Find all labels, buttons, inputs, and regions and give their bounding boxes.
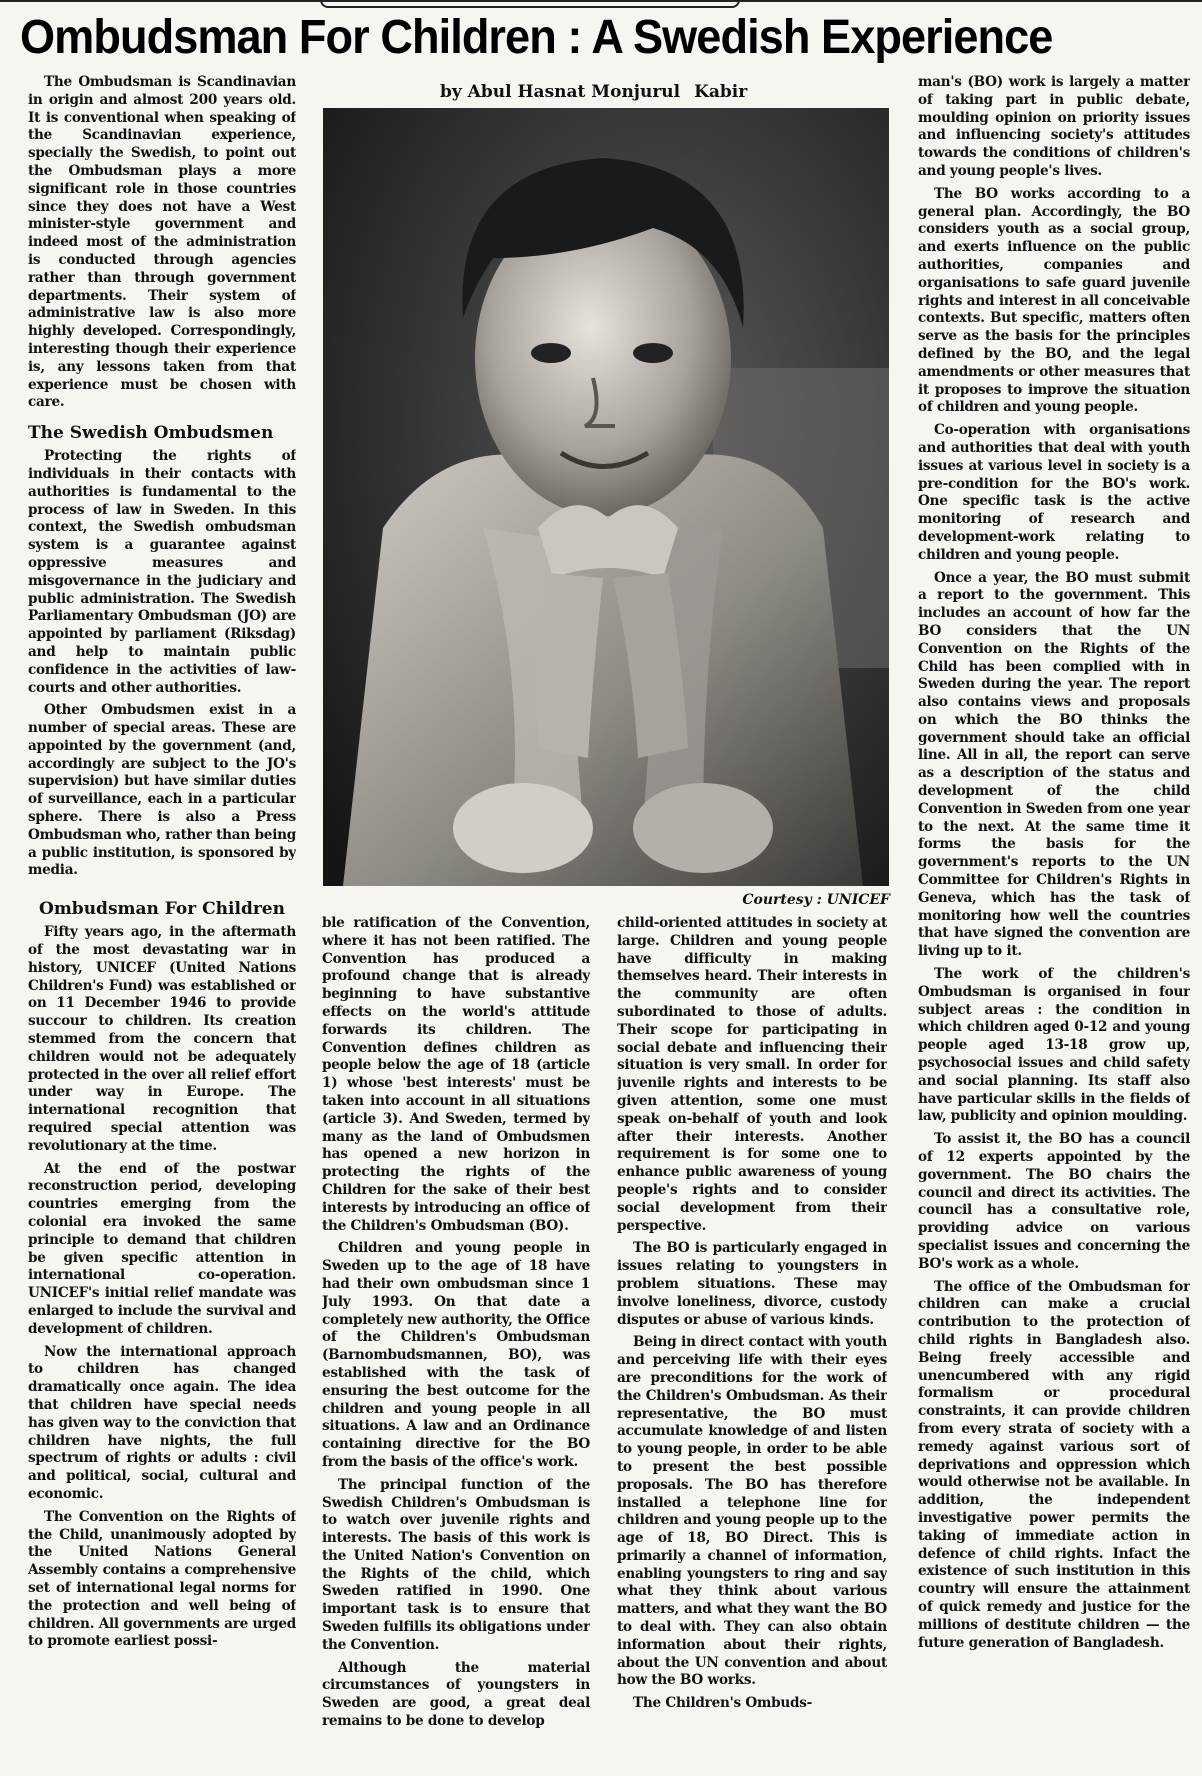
byline — [440, 82, 747, 102]
paragraph: Co-operation with organisations and authorities that deal with youth issues at various level in society is a pre-condition for the BO's work. One specific task is the active monitoring of research and development-work relating to children and young people. — [918, 422, 1190, 563]
paragraph: Other Ombudsmen exist in a number of special areas. These are appointed by the government (and, accordingly are subject to the JO's supervision) but have similar duties of surveillance, each in a particular sphere. There is also a Press Ombudsman who, rather than being a public institution, is sponsored by media. — [28, 702, 296, 879]
paragraph: The Children's Ombuds- — [633, 1695, 813, 1712]
photo-credit: Courtesy : UNICEF — [742, 892, 890, 908]
byline-author: by Abul Hasnat Monjurul — [440, 82, 681, 102]
paragraph: The work of the children's Ombudsman is organised in four subject areas : the condition in which children aged 0-12 and young people aged 13-18 grow up, psychosocial issues and child safety and social planning. Its staff also have particular skills in the fields of law, publicity and opinion moulding. — [918, 966, 1190, 1125]
paragraph: Being in direct contact with youth and perceiving life with their eyes are preconditions for the work of the Children's Ombudsman. As their representative, the BO must accumulate knowledge of and listen to young people, in order to be able to present the best possible proposals. The BO has therefore installed a telephone line for children and young people up to the age of 18, BO Direct. This is primarily a channel of information, enabling youngsters to ring and say what they think about various matters, and what they want the BO to deal with. They can also obtain information about their rights, about the UN convention and about how the BO works. — [617, 1334, 887, 1689]
paragraph: Protecting the rights of individuals in their contacts with authorities is fundamental to the process of law in Sweden. In this context, the Swedish ombudsman system is a guarantee against oppressive measures and misgovernance in the judiciary and public administration. The Swedish Parliamentary Ombudsman (JO) are appointed by parliament (Riksdag) and help to maintain public confidence in the activities of law-courts and other authorities. — [28, 448, 296, 696]
paragraph: The office of the Ombudsman for children can make a crucial contribution to the protection of child rights in Bangladesh also. Being freely accessible and unencumbered with any rigid formalism or procedural constraints, it can provide children from every strata of society with a remedy against various sort of deprivations and oppression which would otherwise not be available. In addition, the independent investigative power permits the taking of immediate action in defence of child rights. Infact the existence of such institution in this country will ensure the attainment of quick remedy and justice for the millions of destitute children — the future generation of Bangladesh. — [918, 1278, 1190, 1651]
paragraph: At the end of the postwar reconstruction period, developing countries emerging from the colonial era invoked the same principle to demand that children be given specific attention in international co-operation. UNICEF's initial relief mandate was enlarged to include the survival and development of children. — [28, 1160, 296, 1337]
paragraph: child-oriented attitudes in society at large. Children and young people have difficulty in making themselves heard. Their interests in the community are often subordinated to those of adults. Their scope for participating in social debate and influencing their situation is very small. In order for juvenile rights and interests to be given attention, some one must speak on-behalf of youth and look after their interests. Another requirement is for some one to enhance public awareness of young people's rights and to consider social development from their perspective. — [617, 915, 887, 1234]
paragraph: Although the material circumstances of youngsters in Sweden are good, a great deal remains to be done to develop — [322, 1659, 590, 1730]
photo-child-portrait — [323, 108, 889, 886]
paragraph: Now the international approach to children has changed dramatically once again. The idea that children have special needs has given way to the conviction that children have nights, the full spectrum of rights or adults : civil and political, social, cultural and economic. — [28, 1343, 296, 1502]
paragraph: Once a year, the BO must submit a report to the government. This includes an account of how far the BO considers that the UN Convention on the Rights of the Child has been complied with in Sweden during the year. The report also contains views and proposals on which the BO thinks the government should take an official line. All in all, the report can serve as a description of the status and development of the child Convention in Sweden from one year to the next. At the same time it forms the basis for the government's reports to the UN Committee for Children's Rights in Geneva, which has the task of monitoring how well the countries that have signed the convention are living up to it. — [918, 569, 1190, 960]
article-column-1 — [28, 74, 296, 1764]
headline: Ombudsman For Children : A Swedish Experience — [20, 11, 1053, 64]
subheading-ombudsman-for-children: Ombudsman For Children — [39, 899, 285, 920]
paragraph: The Convention on the Rights of the Child, unanimously adopted by the United Nations General Assembly contains a comprehensive set of international legal norms for the protection and well being of children. All governments are urged to promote earliest possi- — [28, 1508, 296, 1650]
paragraph: The BO is particularly engaged in issues relating to youngsters in problem situations. These may involve loneliness, divorce, custody disputes or abuse of various kinds. — [617, 1240, 887, 1328]
paragraph: The Ombudsman is Scandinavian in origin and almost 200 years old. It is conventional when speaking of the Scandinavian experience, specially the Swedish, to point out the Ombudsman plays a more significant role in those countries since they does not have a West minister-style government and indeed most of the administration is conducted through agencies rather than through government departments. Their system of administrative law is also more highly developed. Correspondingly, interesting though their experience is, any lessons taken from that experience must be chosen with care. — [28, 74, 296, 411]
paragraph: man's (BO) work is largely a matter of taking part in public debate, moulding opinion on priority issues and influencing society's attitudes towards the conditions of children's and young people's lives. — [918, 74, 1190, 179]
subheading-swedish-ombudsmen: The Swedish Ombudsmen — [28, 423, 274, 444]
article-column-2 — [322, 915, 590, 1765]
byline-surname: Kabir — [694, 82, 748, 102]
paragraph: The principal function of the Swedish Children's Ombudsman is to watch over juvenile rights and interests. The basis of this work is the United Nation's Convention on the Rights of the child, which Sweden ratified in 1990. One important task is to ensure that Sweden fulfills its obligations under the Convention. — [322, 1476, 590, 1653]
paragraph: To assist it, the BO has a council of 12 experts appointed by the government. The BO chairs the council and direct its activities. The council has a consultative role, providing advice on various specialist issues and concerning the BO's work as a whole. — [918, 1131, 1190, 1272]
paragraph: The BO works according to a general plan. Accordingly, the BO considers youth as a social group, and exerts influence on the public authorities, companies and organisations to safe guard juvenile rights and interest in all conceivable contexts. But specific, matters often serve as the basis for the principles defined by the BO, and the legal amendments or other measures that it proposes to improve the situation of children and young people. — [918, 185, 1190, 416]
top-border — [0, 0, 1202, 8]
paragraph: Children and young people in Sweden up to the age of 18 have had their own ombudsman since 1 July 1993. On that date a completely new authority, the Office of the Children's Ombudsman (Barnombudsmannen, BO), was established with the task of ensuring the best outcome for the children and young people in all situations. A law and an Ordinance containing directive for the BO from the basis of the office's work. — [322, 1240, 590, 1470]
article-column-4 — [918, 74, 1190, 1764]
paragraph: ble ratification of the Convention, where it has not been ratified. The Convention has produced a profound change that is already beginning to have substantive effects on the world's attitude forwards its children. The Convention defines children as people below the age of 18 (article 1) whose 'best interests' must be taken into account in all situations (article 3). And Sweden, termed by many as the land of Ombudsmen has opened a new horizon in protecting the rights of the Children for the sake of their best interests by introducing an office of the Children's Ombudsman (BO). — [322, 915, 590, 1234]
photo-illustration — [323, 108, 889, 886]
article-column-3 — [617, 915, 887, 1765]
paragraph: Fifty years ago, in the aftermath of the most devastating war in history, UNICEF (United Nations Children's Fund) was established or on 11 December 1946 to provide succour to children. Its creation stemmed from the concern that children would not be adequately protected in the over all relief effort under way in Europe. The international recognition that required special attention was revolutionary at the time. — [28, 924, 296, 1154]
